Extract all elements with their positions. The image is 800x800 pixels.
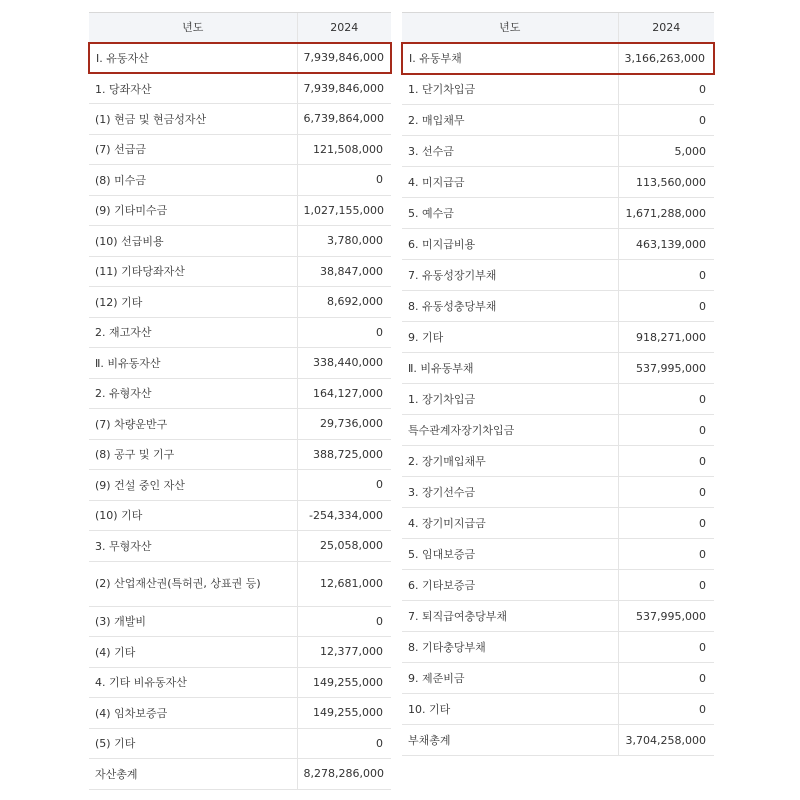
assets-row-label: (1) 현금 및 현금성자산 bbox=[89, 104, 297, 135]
liabilities-row-value: 0 bbox=[618, 694, 714, 725]
liabilities-row bbox=[402, 105, 714, 136]
liabilities-row-label: 5. 임대보증금 bbox=[402, 539, 618, 570]
liabilities-row-label: 7. 퇴직급여충당부채 bbox=[402, 601, 618, 632]
assets-row-value: 3,780,000 bbox=[297, 226, 391, 257]
liabilities-header-year: 2024 bbox=[618, 13, 714, 43]
assets-row bbox=[89, 759, 391, 790]
liabilities-row bbox=[402, 601, 714, 632]
assets-row-value: 12,377,000 bbox=[297, 637, 391, 668]
assets-row-label: (5) 기타 bbox=[89, 728, 297, 759]
assets-row-value: -254,334,000 bbox=[297, 500, 391, 531]
liabilities-row-label: 4. 장기미지급금 bbox=[402, 508, 618, 539]
assets-row-value: 7,939,846,000 bbox=[297, 43, 391, 74]
assets-header-item: 년도 bbox=[89, 13, 297, 43]
liabilities-row-value: 537,995,000 bbox=[618, 601, 714, 632]
assets-row-value: 1,027,155,000 bbox=[297, 195, 391, 226]
assets-row-value: 12,681,000 bbox=[297, 561, 391, 606]
assets-row bbox=[89, 500, 391, 531]
liabilities-row-label: 1. 단기차입금 bbox=[402, 74, 618, 105]
liabilities-row-label: 6. 미지급비용 bbox=[402, 229, 618, 260]
liabilities-row bbox=[402, 539, 714, 570]
assets-row-value: 388,725,000 bbox=[297, 439, 391, 470]
liabilities-row-label: 9. 기타 bbox=[402, 322, 618, 353]
assets-row bbox=[89, 531, 391, 562]
assets-row-label: 4. 기타 비유동자산 bbox=[89, 667, 297, 698]
assets-row bbox=[89, 698, 391, 729]
assets-row-value: 338,440,000 bbox=[297, 348, 391, 379]
liabilities-row-value: 0 bbox=[618, 105, 714, 136]
liabilities-row-label: 7. 유동성장기부채 bbox=[402, 260, 618, 291]
assets-row bbox=[89, 606, 391, 637]
assets-row-value: 0 bbox=[297, 728, 391, 759]
assets-row-value: 7,939,846,000 bbox=[297, 73, 391, 104]
assets-row bbox=[89, 439, 391, 470]
liabilities-row bbox=[402, 508, 714, 539]
assets-row-label: 2. 유형자산 bbox=[89, 378, 297, 409]
liabilities-row bbox=[402, 570, 714, 601]
assets-row-value: 6,739,864,000 bbox=[297, 104, 391, 135]
liabilities-row-label: 2. 매입채무 bbox=[402, 105, 618, 136]
liabilities-row bbox=[402, 725, 714, 756]
liabilities-row-label: 8. 기타충당부채 bbox=[402, 632, 618, 663]
assets-row-value: 149,255,000 bbox=[297, 698, 391, 729]
assets-row-value: 8,278,286,000 bbox=[297, 759, 391, 790]
assets-row-value: 0 bbox=[297, 317, 391, 348]
liabilities-row-label: 특수관계자장기차입금 bbox=[402, 415, 618, 446]
liabilities-row bbox=[402, 663, 714, 694]
liabilities-row bbox=[402, 694, 714, 725]
liabilities-row-label: 부채총계 bbox=[402, 725, 618, 756]
liabilities-row-label: 10. 기타 bbox=[402, 694, 618, 725]
assets-row bbox=[89, 409, 391, 440]
liabilities-row bbox=[402, 136, 714, 167]
assets-row-value: 0 bbox=[297, 470, 391, 501]
liabilities-row-value: 5,000 bbox=[618, 136, 714, 167]
assets-row bbox=[89, 470, 391, 501]
assets-row-label: (9) 기타미수금 bbox=[89, 195, 297, 226]
assets-row bbox=[89, 134, 391, 165]
assets-row bbox=[89, 287, 391, 318]
liabilities-header-row bbox=[402, 13, 714, 43]
liabilities-row-value: 0 bbox=[618, 260, 714, 291]
liabilities-row bbox=[402, 446, 714, 477]
liabilities-row-value: 0 bbox=[618, 477, 714, 508]
liabilities-row-value: 0 bbox=[618, 415, 714, 446]
liabilities-row-label: 3. 장기선수금 bbox=[402, 477, 618, 508]
assets-row-value: 25,058,000 bbox=[297, 531, 391, 562]
assets-row bbox=[89, 195, 391, 226]
assets-row-label: (3) 개발비 bbox=[89, 606, 297, 637]
liabilities-row bbox=[402, 384, 714, 415]
liabilities-row-label: Ⅱ. 비유동부채 bbox=[402, 353, 618, 384]
liabilities-row-value: 3,166,263,000 bbox=[618, 43, 714, 74]
liabilities-row-value: 0 bbox=[618, 663, 714, 694]
liabilities-row bbox=[402, 43, 714, 74]
assets-row-value: 0 bbox=[297, 165, 391, 196]
assets-row-label: (9) 건설 중인 자산 bbox=[89, 470, 297, 501]
liabilities-row bbox=[402, 291, 714, 322]
liabilities-row bbox=[402, 229, 714, 260]
liabilities-row-label: 4. 미지급금 bbox=[402, 167, 618, 198]
assets-row-value: 0 bbox=[297, 606, 391, 637]
liabilities-row-value: 0 bbox=[618, 539, 714, 570]
liabilities-row-label: 9. 제준비금 bbox=[402, 663, 618, 694]
liabilities-row bbox=[402, 632, 714, 663]
assets-row bbox=[89, 73, 391, 104]
liabilities-row-label: 6. 기타보증금 bbox=[402, 570, 618, 601]
assets-row-label: (2) 산업재산권(특허권, 상표권 등) bbox=[89, 561, 297, 606]
liabilities-row-value: 0 bbox=[618, 570, 714, 601]
assets-row-value: 38,847,000 bbox=[297, 256, 391, 287]
assets-row bbox=[89, 256, 391, 287]
liabilities-row bbox=[402, 415, 714, 446]
assets-row-label: 3. 무형자산 bbox=[89, 531, 297, 562]
liabilities-row-value: 537,995,000 bbox=[618, 353, 714, 384]
liabilities-row-value: 0 bbox=[618, 291, 714, 322]
assets-row-label: (10) 선급비용 bbox=[89, 226, 297, 257]
assets-row-value: 149,255,000 bbox=[297, 667, 391, 698]
liabilities-row bbox=[402, 353, 714, 384]
liabilities-row-value: 0 bbox=[618, 446, 714, 477]
assets-row-value: 164,127,000 bbox=[297, 378, 391, 409]
assets-row-label: Ⅱ. 비유동자산 bbox=[89, 348, 297, 379]
assets-header-row bbox=[89, 13, 391, 43]
assets-row-label: (7) 차량운반구 bbox=[89, 409, 297, 440]
assets-row-label: 1. 당좌자산 bbox=[89, 73, 297, 104]
assets-row bbox=[89, 561, 391, 606]
assets-row bbox=[89, 378, 391, 409]
assets-row-value: 121,508,000 bbox=[297, 134, 391, 165]
liabilities-row bbox=[402, 198, 714, 229]
liabilities-row-label: 8. 유동성충당부채 bbox=[402, 291, 618, 322]
assets-row-label: (8) 공구 및 기구 bbox=[89, 439, 297, 470]
liabilities-row bbox=[402, 260, 714, 291]
assets-row bbox=[89, 317, 391, 348]
assets-row-label: (12) 기타 bbox=[89, 287, 297, 318]
liabilities-row-value: 0 bbox=[618, 384, 714, 415]
liabilities-row-label: Ⅰ. 유동부채 bbox=[402, 43, 618, 74]
liabilities-row-label: 5. 예수금 bbox=[402, 198, 618, 229]
assets-row-label: (7) 선급금 bbox=[89, 134, 297, 165]
assets-row-label: (10) 기타 bbox=[89, 500, 297, 531]
assets-row-label: (4) 기타 bbox=[89, 637, 297, 668]
assets-row-value: 8,692,000 bbox=[297, 287, 391, 318]
assets-row-label: Ⅰ. 유동자산 bbox=[89, 43, 297, 74]
assets-row-label: 2. 재고자산 bbox=[89, 317, 297, 348]
liabilities-row-label: 1. 장기차입금 bbox=[402, 384, 618, 415]
assets-row-label: 자산총계 bbox=[89, 759, 297, 790]
assets-row-value: 29,736,000 bbox=[297, 409, 391, 440]
liabilities-row-label: 2. 장기매입채무 bbox=[402, 446, 618, 477]
liabilities-row bbox=[402, 74, 714, 105]
assets-row bbox=[89, 165, 391, 196]
liabilities-row-value: 0 bbox=[618, 74, 714, 105]
assets-row bbox=[89, 348, 391, 379]
liabilities-row bbox=[402, 167, 714, 198]
liabilities-row-value: 463,139,000 bbox=[618, 229, 714, 260]
liabilities-row-value: 113,560,000 bbox=[618, 167, 714, 198]
assets-row bbox=[89, 43, 391, 74]
assets-row bbox=[89, 667, 391, 698]
assets-row bbox=[89, 728, 391, 759]
assets-row-label: (11) 기타당좌자산 bbox=[89, 256, 297, 287]
assets-table bbox=[88, 12, 392, 790]
assets-row bbox=[89, 104, 391, 135]
liabilities-row-value: 0 bbox=[618, 632, 714, 663]
liabilities-row-value: 0 bbox=[618, 508, 714, 539]
liabilities-row bbox=[402, 322, 714, 353]
liabilities-row-value: 3,704,258,000 bbox=[618, 725, 714, 756]
liabilities-row-value: 918,271,000 bbox=[618, 322, 714, 353]
liabilities-header-item: 년도 bbox=[402, 13, 618, 43]
assets-row bbox=[89, 637, 391, 668]
assets-header-year: 2024 bbox=[297, 13, 391, 43]
liabilities-table bbox=[401, 12, 715, 756]
liabilities-row-value: 1,671,288,000 bbox=[618, 198, 714, 229]
assets-row bbox=[89, 226, 391, 257]
assets-row-label: (8) 미수금 bbox=[89, 165, 297, 196]
assets-row-label: (4) 임차보증금 bbox=[89, 698, 297, 729]
liabilities-row-label: 3. 선수금 bbox=[402, 136, 618, 167]
liabilities-row bbox=[402, 477, 714, 508]
